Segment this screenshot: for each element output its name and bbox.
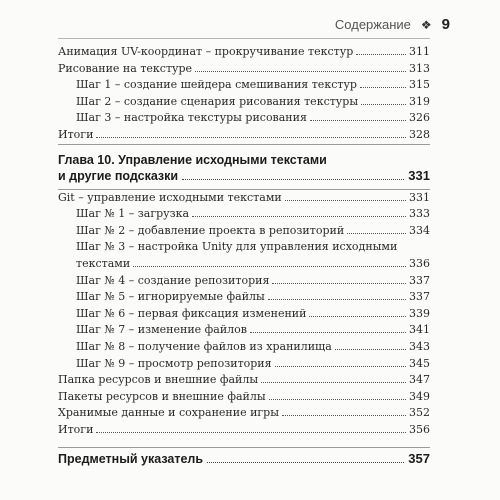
toc-entry-page: 347 — [409, 373, 430, 387]
toc-entry-page: 356 — [409, 422, 430, 436]
toc-subentry — [58, 77, 430, 94]
toc-subentry — [58, 94, 430, 111]
toc-subentry — [58, 322, 430, 339]
toc-entry-title: Пакеты ресурсов и внешние файлы — [58, 389, 266, 403]
toc-entry — [58, 61, 430, 78]
dot-leader — [285, 200, 406, 201]
toc-entry-page: 315 — [409, 78, 430, 92]
running-header — [250, 16, 450, 34]
dot-leader — [360, 87, 406, 88]
toc-entry-page: 313 — [409, 61, 430, 75]
toc-entry-title: Шаг № 4 – создание репозитория — [76, 273, 270, 287]
dot-leader — [309, 316, 406, 317]
dot-leader — [207, 462, 404, 463]
toc-entry — [58, 44, 430, 61]
dot-leader — [275, 366, 406, 367]
table-of-contents — [58, 44, 430, 467]
chapter-title-line2: и другие подсказки — [58, 168, 179, 183]
toc-entry-title: Итоги — [58, 127, 94, 141]
toc-entry — [58, 190, 430, 207]
toc-entry-page: 337 — [409, 273, 430, 287]
dot-leader — [335, 349, 406, 350]
toc-entry-page: 337 — [409, 290, 430, 304]
toc-entry-page: 331 — [409, 190, 430, 204]
toc-entry-page: 334 — [409, 223, 430, 237]
toc-entry — [58, 405, 430, 422]
toc-entry-continuation — [76, 256, 430, 273]
dot-leader — [250, 332, 406, 333]
toc-entry-page: 343 — [409, 339, 430, 353]
toc-entry-page: 341 — [409, 323, 430, 337]
toc-entry-page: 311 — [409, 45, 430, 58]
dot-leader — [310, 120, 406, 121]
dot-leader — [282, 415, 406, 416]
toc-entry-page: 352 — [409, 406, 430, 420]
toc-entry — [58, 422, 430, 439]
dot-leader — [356, 54, 406, 55]
toc-subentry — [58, 273, 430, 290]
toc-entry-title: Шаг 2 – создание сценария рисования текстуры — [76, 94, 359, 108]
toc-entry-title: Рисование на текстуре — [58, 61, 193, 75]
toc-entry — [58, 127, 430, 145]
toc-subentry — [58, 306, 430, 323]
chapter-title-line2-row — [58, 168, 430, 184]
dot-leader — [96, 137, 406, 138]
toc-entry-title: Шаг № 5 – игнорируемые файлы — [76, 290, 265, 304]
chapter-page: 331 — [408, 167, 430, 183]
toc-entry-page: 336 — [409, 256, 430, 270]
toc-entry-page: 339 — [409, 306, 430, 320]
toc-subentry — [58, 206, 430, 223]
toc-entry-title: Шаг 1 – создание шейдера смешивания текстур — [76, 78, 357, 92]
dot-leader — [269, 399, 406, 400]
dot-leader — [195, 71, 406, 72]
toc-entry-page: 319 — [409, 94, 430, 108]
toc-entry-page: 333 — [409, 207, 430, 221]
toc-subentry — [58, 110, 430, 127]
spacer — [58, 145, 430, 153]
toc-entry-title: Git – управление исходными текстами — [58, 190, 282, 204]
toc-entry-page: 349 — [409, 389, 430, 403]
toc-entry — [58, 372, 430, 389]
toc-entry-title: Шаг № 9 – просмотр репозитория — [76, 356, 272, 370]
diamond-ornament-icon: ❖ — [420, 17, 432, 32]
toc-entry-title: Шаг № 7 – изменение файлов — [76, 323, 247, 337]
header-divider — [58, 38, 430, 39]
toc-entry-title: Итоги — [58, 422, 94, 436]
toc-entry-title: Шаг № 2 – добавление проекта в репозиторий — [76, 223, 345, 237]
dot-leader — [272, 283, 406, 284]
dot-leader — [261, 382, 406, 383]
running-header-title: Содержание — [334, 17, 411, 33]
toc-entry-title: Шаг 3 – настройка текстуры рисования — [76, 111, 307, 125]
index-page: 357 — [408, 451, 430, 467]
chapter-title-line1: Глава 10. Управление исходными текстами — [58, 152, 327, 167]
toc-entry-title: Шаг № 1 – загрузка — [76, 207, 190, 221]
dot-leader — [268, 299, 406, 300]
toc-subentry — [58, 223, 430, 240]
toc-subentry — [58, 289, 430, 306]
toc-entry-title: Шаг № 3 – настройка Unity для управления исходными — [76, 240, 398, 254]
toc-entry-page: 328 — [409, 127, 430, 141]
dot-leader — [347, 233, 406, 234]
page-number: 9 — [441, 16, 450, 34]
toc-entry-page: 345 — [409, 356, 430, 370]
toc-entry-page: 326 — [409, 111, 430, 125]
index-title: Предметный указатель — [58, 452, 204, 467]
toc-subentry — [58, 339, 430, 356]
toc-entry-title: Шаг № 6 – первая фиксация изменений — [76, 306, 307, 320]
toc-entry-title: Хранимые данные и сохранение игры — [58, 406, 279, 420]
index-divider — [58, 447, 430, 448]
chapter-heading — [58, 153, 430, 184]
dot-leader — [192, 216, 406, 217]
toc-entry — [58, 389, 430, 406]
toc-entry-title: Папка ресурсов и внешние файлы — [58, 373, 259, 387]
toc-entry-title-line2: текстами — [76, 256, 131, 270]
index-heading — [58, 451, 430, 467]
toc-subentry — [58, 239, 430, 272]
dot-leader — [182, 179, 404, 180]
dot-leader — [133, 266, 406, 267]
toc-subentry — [58, 356, 430, 373]
toc-entry-title: Анимация UV-координат – прокручивание текстур — [58, 45, 354, 58]
dot-leader — [361, 104, 406, 105]
toc-entry-title: Шаг № 8 – получение файлов из хранилища — [76, 339, 332, 353]
dot-leader — [96, 432, 406, 433]
